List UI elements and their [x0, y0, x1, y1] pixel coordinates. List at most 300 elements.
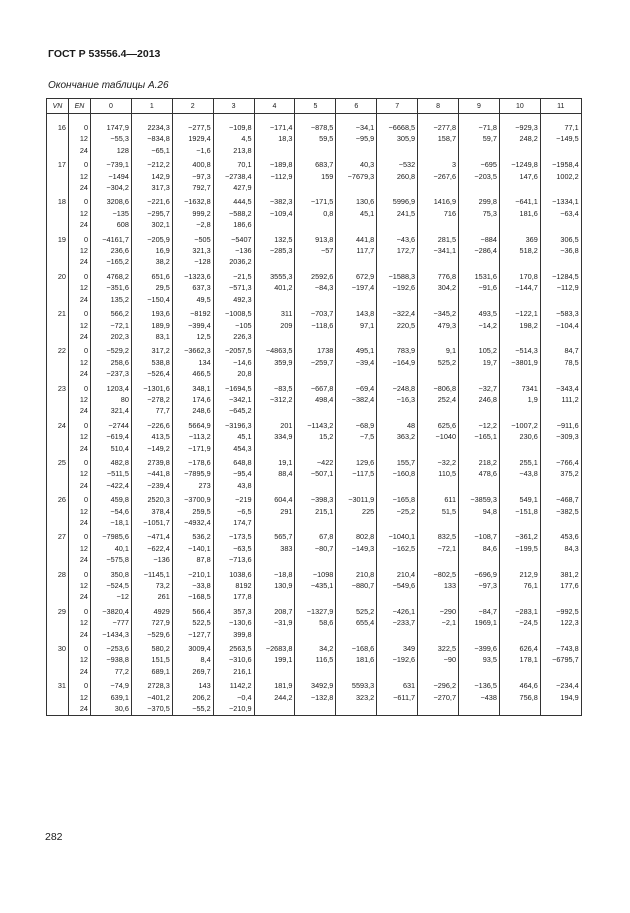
value-cell: 133 — [418, 580, 459, 591]
value-cell: 181,6 — [336, 654, 377, 665]
column-header: 3 — [213, 99, 254, 114]
value-cell: 128 — [91, 145, 132, 156]
value-cell — [499, 331, 540, 342]
value-cell — [295, 443, 336, 454]
value-cell: −7,5 — [336, 431, 377, 442]
value-cell: −435,1 — [295, 580, 336, 591]
value-cell: 48 — [377, 417, 418, 431]
vn-cell: 18 — [47, 193, 69, 207]
value-cell: 194,9 — [540, 692, 581, 703]
value-cell: 218,2 — [459, 454, 500, 468]
value-cell: 77,1 — [540, 122, 581, 133]
value-cell: 8,4 — [172, 654, 213, 665]
en-cell: 24 — [69, 256, 91, 267]
table-row — [47, 145, 582, 156]
value-cell: −162,5 — [377, 543, 418, 554]
value-cell: −164,9 — [377, 357, 418, 368]
value-cell: −130,6 — [213, 617, 254, 628]
value-cell: 413,5 — [131, 431, 172, 442]
value-cell: 1416,9 — [418, 193, 459, 207]
value-cell: 464,6 — [499, 677, 540, 691]
value-cell — [540, 294, 581, 305]
value-cell: 2728,3 — [131, 677, 172, 691]
vn-cell — [47, 245, 69, 256]
value-cell — [499, 294, 540, 305]
value-cell — [499, 480, 540, 491]
value-cell — [336, 666, 377, 677]
value-cell: −514,3 — [499, 342, 540, 356]
value-cell: −189,8 — [254, 156, 295, 170]
value-cell — [540, 480, 581, 491]
value-cell: 43,8 — [213, 480, 254, 491]
en-cell: 24 — [69, 666, 91, 677]
value-cell — [295, 703, 336, 715]
value-cell — [418, 145, 459, 156]
value-cell: −345,2 — [418, 305, 459, 319]
value-cell: 522,5 — [172, 617, 213, 628]
value-cell: 4768,2 — [91, 268, 132, 282]
value-cell: −1040 — [418, 431, 459, 442]
en-cell: 12 — [69, 394, 91, 405]
value-cell — [418, 405, 459, 416]
value-cell: 441,8 — [336, 231, 377, 245]
en-cell: 0 — [69, 677, 91, 691]
value-cell — [377, 219, 418, 230]
value-cell: 2036,2 — [213, 256, 254, 267]
value-cell — [459, 629, 500, 640]
value-cell: 105,2 — [459, 342, 500, 356]
value-cell: −63,4 — [540, 208, 581, 219]
value-cell: −21,5 — [213, 268, 254, 282]
value-cell — [377, 629, 418, 640]
value-cell: 2234,3 — [131, 122, 172, 133]
vn-cell: 30 — [47, 640, 69, 654]
value-cell: 174,7 — [213, 517, 254, 528]
vn-cell — [47, 256, 69, 267]
value-cell: 399,8 — [213, 629, 254, 640]
table-row — [47, 133, 582, 144]
value-cell: 143 — [172, 677, 213, 691]
value-cell: 291 — [254, 506, 295, 517]
value-cell: −95,9 — [336, 133, 377, 144]
value-cell — [459, 554, 500, 565]
value-cell: −342,1 — [213, 394, 254, 405]
value-cell — [377, 331, 418, 342]
value-cell: −168,5 — [172, 591, 213, 602]
column-header: 8 — [418, 99, 459, 114]
value-cell: −3820,4 — [91, 603, 132, 617]
value-cell: −16,3 — [377, 394, 418, 405]
value-cell: −69,4 — [336, 380, 377, 394]
vn-cell: 28 — [47, 566, 69, 580]
value-cell: 566,4 — [172, 603, 213, 617]
value-cell: −884 — [459, 231, 500, 245]
column-header: 7 — [377, 99, 418, 114]
value-cell: 260,8 — [377, 171, 418, 182]
value-cell: −834,8 — [131, 133, 172, 144]
value-cell: −399,6 — [459, 640, 500, 654]
value-cell: −278,2 — [131, 394, 172, 405]
value-cell: 1,9 — [499, 394, 540, 405]
value-cell: 241,5 — [377, 208, 418, 219]
value-cell — [459, 219, 500, 230]
value-cell: −270,7 — [418, 692, 459, 703]
table-row — [47, 219, 582, 230]
column-header: 5 — [295, 99, 336, 114]
value-cell: −382,3 — [254, 193, 295, 207]
value-cell: 213,8 — [213, 145, 254, 156]
value-cell: −426,1 — [377, 603, 418, 617]
table-row — [47, 703, 582, 715]
value-cell: 580,2 — [131, 640, 172, 654]
en-cell: 24 — [69, 480, 91, 491]
value-cell: 637,3 — [172, 282, 213, 293]
value-cell: 129,6 — [336, 454, 377, 468]
value-cell: −1694,5 — [213, 380, 254, 394]
value-cell: 38,2 — [131, 256, 172, 267]
value-cell: −5407 — [213, 231, 254, 245]
value-cell: −929,3 — [499, 122, 540, 133]
value-cell: −341,1 — [418, 245, 459, 256]
value-cell: −248,8 — [377, 380, 418, 394]
value-cell: 59,5 — [295, 133, 336, 144]
en-cell: 12 — [69, 543, 91, 554]
value-cell — [254, 368, 295, 379]
value-cell: 116,5 — [295, 654, 336, 665]
value-cell: 802,8 — [336, 528, 377, 542]
value-cell — [459, 443, 500, 454]
value-cell: −95,4 — [213, 468, 254, 479]
value-cell: 482,8 — [91, 454, 132, 468]
value-cell: −149,3 — [336, 543, 377, 554]
value-cell: −136 — [213, 245, 254, 256]
value-cell: 655,4 — [336, 617, 377, 628]
en-cell: 0 — [69, 193, 91, 207]
column-header-vn: VN — [47, 99, 69, 114]
value-cell: −259,7 — [295, 357, 336, 368]
table-body — [47, 114, 582, 716]
value-cell: 306,5 — [540, 231, 581, 245]
en-cell: 12 — [69, 654, 91, 665]
value-cell: −151,8 — [499, 506, 540, 517]
vn-cell: 25 — [47, 454, 69, 468]
value-cell — [295, 219, 336, 230]
value-cell — [459, 703, 500, 715]
value-cell: −713,6 — [213, 554, 254, 565]
value-cell — [254, 517, 295, 528]
value-cell: 94,8 — [459, 506, 500, 517]
value-cell: −18,1 — [91, 517, 132, 528]
en-cell: 0 — [69, 380, 91, 394]
value-cell: −203,5 — [459, 171, 500, 182]
value-cell — [295, 368, 336, 379]
value-cell: 299,8 — [459, 193, 500, 207]
value-cell: −6668,5 — [377, 122, 418, 133]
table-row — [47, 380, 582, 394]
value-cell: −1145,1 — [131, 566, 172, 580]
value-cell: −703,7 — [295, 305, 336, 319]
value-cell: −31,9 — [254, 617, 295, 628]
value-cell: −529,6 — [131, 629, 172, 640]
value-cell: 83,1 — [131, 331, 172, 342]
value-cell: 478,6 — [459, 468, 500, 479]
value-cell: −1249,8 — [499, 156, 540, 170]
value-cell: −234,4 — [540, 677, 581, 691]
value-cell: 78,5 — [540, 357, 581, 368]
value-cell: −1051,7 — [131, 517, 172, 528]
value-cell: −441,8 — [131, 468, 172, 479]
spacer-cell — [131, 114, 172, 123]
value-cell: 1002,2 — [540, 171, 581, 182]
en-cell: 0 — [69, 156, 91, 170]
value-cell: 369 — [499, 231, 540, 245]
value-cell: −192,6 — [377, 282, 418, 293]
value-cell: 236,6 — [91, 245, 132, 256]
vn-cell: 16 — [47, 122, 69, 133]
value-cell: −112,9 — [254, 171, 295, 182]
column-header: 1 — [131, 99, 172, 114]
value-cell — [254, 331, 295, 342]
table-row — [47, 517, 582, 528]
value-cell: −766,4 — [540, 454, 581, 468]
vn-cell — [47, 666, 69, 677]
value-cell: 776,8 — [418, 268, 459, 282]
value-cell: 45,1 — [336, 208, 377, 219]
value-cell — [418, 368, 459, 379]
value-cell: −108,7 — [459, 528, 500, 542]
en-cell: 12 — [69, 431, 91, 442]
value-cell — [540, 629, 581, 640]
vn-cell — [47, 394, 69, 405]
spacer-cell — [91, 114, 132, 123]
en-cell: 12 — [69, 617, 91, 628]
value-cell: −529,2 — [91, 342, 132, 356]
value-cell — [540, 331, 581, 342]
value-cell: −285,3 — [254, 245, 295, 256]
value-cell: −136,5 — [459, 677, 500, 691]
value-cell: 401,2 — [254, 282, 295, 293]
value-cell: 201 — [254, 417, 295, 431]
value-cell: −165,2 — [91, 256, 132, 267]
en-cell: 0 — [69, 491, 91, 505]
value-cell: −109,4 — [254, 208, 295, 219]
value-cell: −83,5 — [254, 380, 295, 394]
value-cell: −992,5 — [540, 603, 581, 617]
value-cell: −1301,6 — [131, 380, 172, 394]
value-cell: 206,2 — [172, 692, 213, 703]
value-cell: 1531,6 — [459, 268, 500, 282]
value-cell: −149,2 — [131, 443, 172, 454]
value-cell: −524,5 — [91, 580, 132, 591]
value-cell: −880,7 — [336, 580, 377, 591]
value-cell: 625,6 — [418, 417, 459, 431]
value-cell — [459, 666, 500, 677]
table-row — [47, 468, 582, 479]
value-cell: 111,2 — [540, 394, 581, 405]
value-cell: 220,5 — [377, 320, 418, 331]
value-cell: 122,3 — [540, 617, 581, 628]
value-cell: −290 — [418, 603, 459, 617]
value-cell: −171,9 — [172, 443, 213, 454]
value-cell: −526,4 — [131, 368, 172, 379]
value-cell: 16,9 — [131, 245, 172, 256]
value-cell: 611 — [418, 491, 459, 505]
spacer-cell — [336, 114, 377, 123]
vn-cell — [47, 468, 69, 479]
column-header: 6 — [336, 99, 377, 114]
value-cell: −695 — [459, 156, 500, 170]
value-cell: 246,8 — [459, 394, 500, 405]
value-cell — [336, 591, 377, 602]
table-row — [47, 256, 582, 267]
column-header: 10 — [499, 99, 540, 114]
value-cell: −312,2 — [254, 394, 295, 405]
value-cell: −878,5 — [295, 122, 336, 133]
value-cell: 3009,4 — [172, 640, 213, 654]
value-cell: −32,2 — [418, 454, 459, 468]
value-cell: 143,8 — [336, 305, 377, 319]
value-cell: 357,3 — [213, 603, 254, 617]
value-cell: −150,4 — [131, 294, 172, 305]
table-row — [47, 245, 582, 256]
value-cell: −1008,5 — [213, 305, 254, 319]
value-cell — [499, 256, 540, 267]
value-cell — [254, 703, 295, 715]
value-cell: 2563,5 — [213, 640, 254, 654]
value-cell: −132,8 — [295, 692, 336, 703]
value-cell: −165,8 — [377, 491, 418, 505]
en-cell: 0 — [69, 566, 91, 580]
value-cell: −55,3 — [91, 133, 132, 144]
value-cell: 226,3 — [213, 331, 254, 342]
value-cell: −4932,4 — [172, 517, 213, 528]
table-row — [47, 231, 582, 245]
en-cell: 0 — [69, 454, 91, 468]
en-cell: 0 — [69, 417, 91, 431]
value-cell: −197,4 — [336, 282, 377, 293]
column-header: 2 — [172, 99, 213, 114]
value-cell: 3208,6 — [91, 193, 132, 207]
value-cell: −12,2 — [459, 417, 500, 431]
value-cell: 375,2 — [540, 468, 581, 479]
table-row — [47, 342, 582, 356]
vn-cell — [47, 133, 69, 144]
vn-cell: 19 — [47, 231, 69, 245]
table-row — [47, 591, 582, 602]
en-cell: 24 — [69, 405, 91, 416]
vn-cell — [47, 480, 69, 491]
value-cell: −370,5 — [131, 703, 172, 715]
value-cell: −160,8 — [377, 468, 418, 479]
value-cell — [295, 629, 336, 640]
value-cell: −112,9 — [540, 282, 581, 293]
value-cell — [336, 405, 377, 416]
value-cell: 1969,1 — [459, 617, 500, 628]
value-cell — [377, 182, 418, 193]
value-cell: 566,2 — [91, 305, 132, 319]
value-cell: −144,7 — [499, 282, 540, 293]
value-cell: −1323,6 — [172, 268, 213, 282]
value-cell: −74,9 — [91, 677, 132, 691]
value-cell: 130,6 — [336, 193, 377, 207]
value-cell: −32,7 — [459, 380, 500, 394]
value-cell: 0,8 — [295, 208, 336, 219]
value-cell: 651,6 — [131, 268, 172, 282]
value-cell: 12,5 — [172, 331, 213, 342]
value-cell — [336, 294, 377, 305]
value-cell: −511,5 — [91, 468, 132, 479]
value-cell: 75,3 — [459, 208, 500, 219]
value-cell — [418, 331, 459, 342]
value-cell: −105 — [213, 320, 254, 331]
value-cell: 317,2 — [131, 342, 172, 356]
value-cell: 689,1 — [131, 666, 172, 677]
value-cell: −210,1 — [172, 566, 213, 580]
value-cell: −199,5 — [499, 543, 540, 554]
spacer-cell — [459, 114, 500, 123]
value-cell: 15,2 — [295, 431, 336, 442]
value-cell: 19,1 — [254, 454, 295, 468]
value-cell — [377, 294, 418, 305]
page-number: 282 — [45, 831, 63, 843]
value-cell: 76,1 — [499, 580, 540, 591]
table-row — [47, 357, 582, 368]
en-cell: 24 — [69, 629, 91, 640]
value-cell: 378,4 — [131, 506, 172, 517]
value-cell — [254, 294, 295, 305]
table-row — [47, 208, 582, 219]
value-cell: 683,7 — [295, 156, 336, 170]
value-cell: −212,2 — [131, 156, 172, 170]
column-header: 4 — [254, 99, 295, 114]
en-cell: 0 — [69, 342, 91, 356]
value-cell: 212,9 — [499, 566, 540, 580]
value-cell: 359,9 — [254, 357, 295, 368]
vn-cell — [47, 219, 69, 230]
value-cell: −622,4 — [131, 543, 172, 554]
table-row — [47, 320, 582, 331]
value-cell: −1958,4 — [540, 156, 581, 170]
value-cell: 305,9 — [377, 133, 418, 144]
en-cell: 12 — [69, 468, 91, 479]
value-cell — [254, 591, 295, 602]
value-cell: −422,4 — [91, 480, 132, 491]
value-cell — [377, 703, 418, 715]
en-cell: 12 — [69, 133, 91, 144]
value-cell: −277,8 — [418, 122, 459, 133]
value-cell — [377, 591, 418, 602]
value-cell: −343,4 — [540, 380, 581, 394]
value-cell — [254, 219, 295, 230]
value-cell: 454,3 — [213, 443, 254, 454]
table-row — [47, 666, 582, 677]
value-cell: 177,6 — [540, 580, 581, 591]
value-cell: −68,9 — [336, 417, 377, 431]
value-cell: −3700,9 — [172, 491, 213, 505]
value-cell: 80 — [91, 394, 132, 405]
value-cell: −7985,6 — [91, 528, 132, 542]
value-cell: −84,3 — [295, 282, 336, 293]
value-cell: 155,7 — [377, 454, 418, 468]
value-cell: −438 — [459, 692, 500, 703]
value-cell — [418, 182, 459, 193]
value-cell: 3 — [418, 156, 459, 170]
value-cell: −743,8 — [540, 640, 581, 654]
value-cell — [540, 256, 581, 267]
value-cell — [540, 666, 581, 677]
value-cell: 792,7 — [172, 182, 213, 193]
value-cell: −267,6 — [418, 171, 459, 182]
